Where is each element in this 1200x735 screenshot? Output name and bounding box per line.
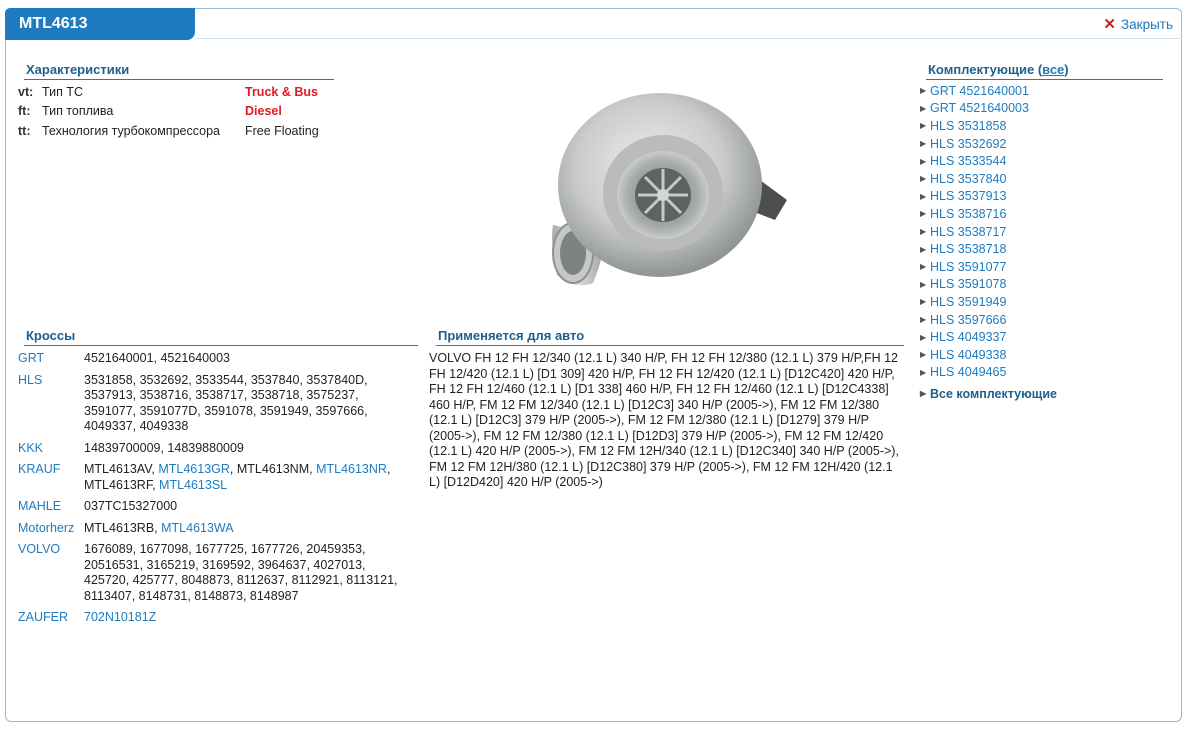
components-list — [920, 82, 1165, 403]
triangle-right-icon: ▶ — [920, 389, 927, 399]
component-link[interactable]: HLS 3533544 — [930, 154, 1007, 169]
component-link[interactable]: HLS 3591078 — [930, 277, 1007, 292]
cross-numbers: MTL4613RB, MTL4613WA — [84, 520, 234, 535]
component-item — [920, 117, 1165, 135]
characteristic-name: Технология турбокомпрессора — [42, 123, 220, 138]
cross-brand-link[interactable]: HLS — [18, 372, 43, 387]
triangle-right-icon: ▶ — [920, 174, 927, 184]
characteristic-name: Тип ТС — [42, 84, 83, 99]
characteristic-code: vt: — [18, 84, 34, 99]
characteristic-value: Diesel — [245, 104, 282, 119]
triangle-right-icon: ▶ — [920, 86, 927, 96]
component-item — [920, 82, 1165, 100]
component-item — [920, 170, 1165, 188]
close-button[interactable] — [1103, 15, 1173, 33]
applicability-heading: Применяется для авто — [436, 328, 904, 346]
cross-row — [18, 521, 413, 537]
component-link[interactable]: HLS 3591949 — [930, 294, 1007, 309]
characteristics-list — [18, 82, 338, 141]
components-heading: Комплектующие (все) — [926, 62, 1163, 80]
component-link[interactable]: HLS 3538718 — [930, 242, 1007, 257]
component-item — [920, 293, 1165, 311]
cross-row — [18, 499, 413, 515]
component-link[interactable]: HLS 3591077 — [930, 259, 1007, 274]
cross-number-link[interactable]: MTL4613GR — [158, 462, 230, 476]
cross-numbers: 4521640001, 4521640003 — [84, 351, 230, 365]
triangle-right-icon: ▶ — [920, 209, 927, 219]
cross-numbers — [84, 610, 413, 626]
characteristic-value: Free Floating — [245, 123, 319, 138]
component-item — [920, 311, 1165, 329]
component-link[interactable]: HLS 4049337 — [930, 330, 1007, 345]
characteristic-code: tt: — [18, 123, 31, 138]
cross-row — [18, 610, 413, 626]
crosses-list — [18, 351, 413, 632]
triangle-right-icon: ▶ — [920, 227, 927, 237]
crosses-heading: Кроссы — [24, 328, 418, 346]
characteristic-name: Тип топлива — [42, 104, 114, 119]
all-components-item — [920, 385, 1165, 403]
component-link[interactable]: HLS 3538717 — [930, 224, 1007, 239]
characteristics-heading: Характеристики — [24, 62, 334, 80]
characteristic-row — [18, 102, 338, 122]
cross-row — [18, 373, 413, 435]
cross-number-link[interactable]: 702N10181Z — [84, 610, 157, 624]
component-link[interactable]: HLS 3597666 — [930, 312, 1007, 327]
characteristic-value: Truck & Bus — [245, 84, 318, 99]
components-all-link[interactable]: все — [1042, 62, 1065, 77]
characteristic-row — [18, 121, 338, 141]
cross-brand-link[interactable]: VOLVO — [18, 542, 61, 556]
component-item — [920, 100, 1165, 118]
cross-row — [18, 462, 413, 493]
component-item — [920, 135, 1165, 153]
cross-numbers: 1676089, 1677098, 1677725, 1677726, 20459353, 20516531, 3165219, 3169592, 3964637, 4027013, 425720, 425777, 8048873, 8112637, 8112921, 8113121, 8113407, 8148731, 8148873, 8148987 — [84, 542, 398, 603]
applicability-text: VOLVO FH 12 FH 12/340 (12.1 L) 340 H/P, FH 12 FH 12/380 (12.1 L) 379 H/P,FH 12 FH 12/420 (12.1 L) [D1 309] 420 H/P, FH 12 FH 12/420 (12.1 L) [D12C420] 420 H/P, FH 12 FH 12/460 (12.1 L) [D1 338] 460 H/P, FH 12 FH 12/460 (12.1 L) [D12C4338] 460 H/P, FM 12 FM 12/340 (12.1 L) [D12C3] 340 H/P (2005->), FM 12 FM 12/380 (12.1 L) [D12C3] 379 H/P (2005->), FM 12 FM 12/380 (12.1 L) [D1279] 379 H/P (2005->), FM 12 FM 12/380 (12.1 L) [D12D3] 379 H/P (2005->), FM 12 FM 12/420 (12.1 L) 420 H/P (2005->), FM 12 FM 12H/340 (12.1 L) [D12C340] 340 H/P (2005->), FM 12 FM 12H/380 (12.1 L) [D12C380] 379 H/P (2005->), FM 12 FM 12H/420 (12.1 L) [D12D420] 420 H/P (2005->) — [429, 351, 899, 489]
turbocharger-image — [535, 85, 795, 295]
triangle-right-icon: ▶ — [920, 297, 927, 307]
cross-number-link[interactable]: MTL4613SL — [159, 477, 228, 492]
product-title: MTL4613 — [19, 15, 88, 32]
all-components-link[interactable]: Все комплектующие — [930, 386, 1057, 401]
close-icon: ✕ — [1103, 16, 1116, 33]
cross-numbers: 3531858, 3532692, 3533544, 3537840, 3537840D, 3537913, 3538716, 3538717, 3538718, 3575237, 3591077, 3591077D, 3591078, 3591949, 3597666, 4049337, 4049338 — [84, 372, 368, 433]
cross-numbers: MTL4613AV, MTL4613GR, MTL4613NM, MTL4613NR, MTL4613RF, MTL4613SL — [84, 462, 391, 492]
cross-brand-link[interactable]: Motorherz — [18, 520, 75, 535]
component-link[interactable]: HLS 3531858 — [930, 118, 1007, 133]
triangle-right-icon: ▶ — [920, 262, 927, 272]
cross-brand-link[interactable]: KKK — [18, 440, 44, 455]
cross-number-link[interactable]: MTL4613NR — [316, 462, 387, 476]
cross-row — [18, 542, 413, 604]
triangle-right-icon: ▶ — [920, 191, 927, 201]
component-item — [920, 364, 1165, 382]
product-title-tab — [5, 8, 195, 40]
triangle-right-icon: ▶ — [920, 279, 927, 289]
component-link[interactable]: HLS 3537913 — [930, 189, 1007, 204]
triangle-right-icon: ▶ — [920, 244, 927, 254]
cross-brand-link[interactable]: ZAUFER — [18, 610, 68, 624]
cross-number-link[interactable]: MTL4613WA — [161, 520, 234, 535]
component-item — [920, 223, 1165, 241]
cross-brand-link[interactable]: KRAUF — [18, 462, 61, 476]
component-link[interactable]: HLS 4049465 — [930, 365, 1007, 380]
component-link[interactable]: HLS 4049338 — [930, 347, 1007, 362]
component-item — [920, 346, 1165, 364]
triangle-right-icon: ▶ — [920, 103, 927, 113]
component-link[interactable]: HLS 3537840 — [930, 171, 1007, 186]
component-link[interactable]: GRT 4521640001 — [930, 83, 1029, 98]
component-link[interactable]: HLS 3538716 — [930, 206, 1007, 221]
close-label: Закрыть — [1121, 16, 1173, 32]
cross-brand-link[interactable]: MAHLE — [18, 499, 62, 513]
component-link[interactable]: HLS 3532692 — [930, 136, 1007, 151]
component-item — [920, 328, 1165, 346]
triangle-right-icon: ▶ — [920, 121, 927, 131]
component-item — [920, 205, 1165, 223]
triangle-right-icon: ▶ — [920, 156, 927, 166]
cross-numbers: 037TC15327000 — [84, 499, 178, 513]
component-item — [920, 258, 1165, 276]
cross-row — [18, 441, 413, 457]
component-item — [920, 188, 1165, 206]
triangle-right-icon: ▶ — [920, 315, 927, 325]
triangle-right-icon: ▶ — [920, 350, 927, 360]
component-link[interactable]: GRT 4521640003 — [930, 101, 1029, 116]
components-items — [920, 82, 1165, 381]
cross-row — [18, 351, 413, 367]
component-item — [920, 152, 1165, 170]
triangle-right-icon: ▶ — [920, 139, 927, 149]
cross-numbers: 14839700009, 14839880009 — [84, 440, 244, 455]
cross-brand-link[interactable]: GRT — [18, 351, 45, 365]
characteristic-row — [18, 82, 338, 102]
characteristic-code: ft: — [18, 104, 31, 119]
component-item — [920, 240, 1165, 258]
triangle-right-icon: ▶ — [920, 367, 927, 377]
triangle-right-icon: ▶ — [920, 332, 927, 342]
title-divider — [195, 38, 1182, 39]
component-item — [920, 276, 1165, 294]
